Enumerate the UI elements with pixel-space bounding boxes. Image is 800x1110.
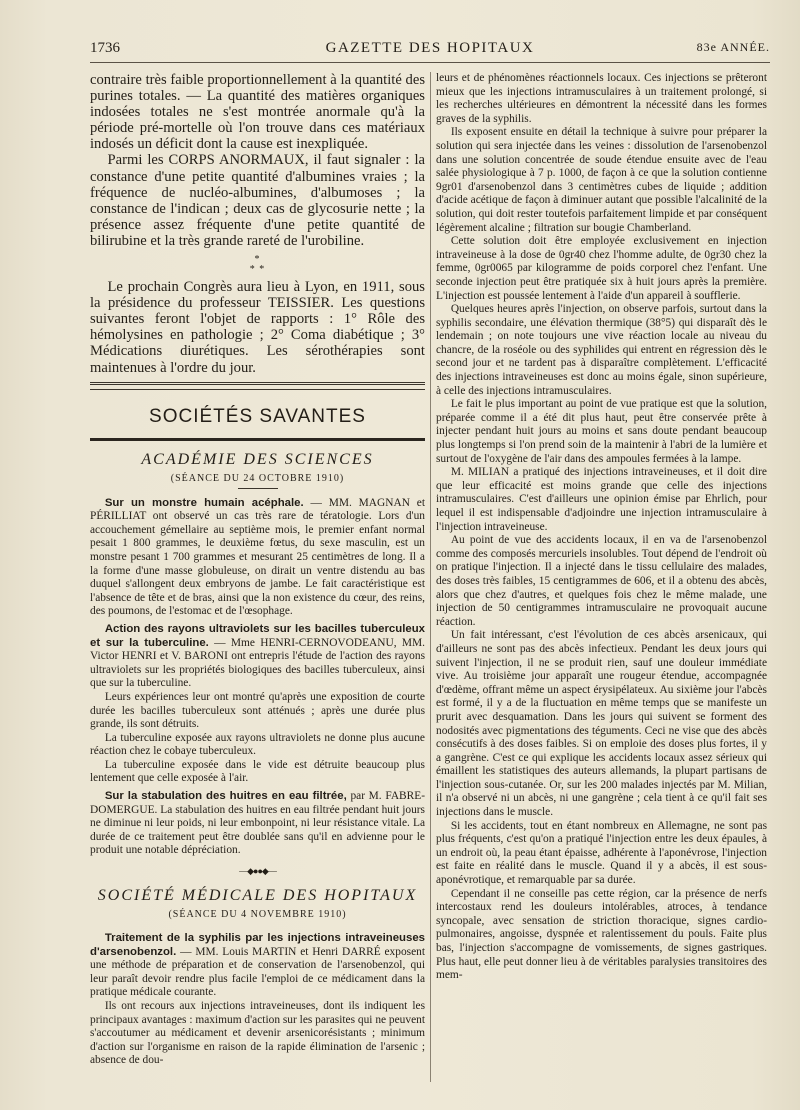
paragraph: Cette solution doit être employée exclusivement en injection intraveineuse à la dose de 0gr40 chez l'homme adulte, de 0gr30 chez la femme, 0gr0065 par kilogramme de poids corporel chez l'enfant. Une seconde injection peut être pratiquée six à huit jours après la première. L'injection est poussée lentement à l'aide d'un appareil à soufflerie.	[436, 235, 767, 302]
paragraph: Au point de vue des accidents locaux, il en va de l'arsenobenzol comme des composés mercuriels insolubles. Tout dépend de l'endroit où on pratique l'injection. Il a injecté dans le tissu cellulaire des malades, des doses très faibles, 15 centigrammes de 606, et il a obtenu des abcès, alors que chez d'autres, et quelques fois chez le même malade, une injection de 50 centigrammes intramusculaire ne provoquait aucune réaction.	[436, 534, 767, 628]
running-header	[90, 38, 770, 63]
journal-title: GAZETTE DES HOPITAUX	[325, 40, 535, 56]
asterism: * * *	[249, 254, 266, 276]
divider	[90, 389, 425, 390]
divider	[90, 438, 425, 441]
session-date: (SÉANCE DU 4 NOVEMBRE 1910)	[168, 909, 347, 921]
ornament-divider: —◆●●◆—	[239, 866, 276, 877]
paragraph: La tuberculine exposée dans le vide est détruite beaucoup plus lentement que celle exposée à l'air.	[90, 758, 425, 785]
paragraph: M. MILIAN a pratiqué des injections intraveineuses, et il doit dire que leur efficacité est moins grande que celle des injections intramusculaires. C'est d'ailleurs une opinion émise par Ehrlich, pour lequel il est indispensable d'adjoindre une injection intramusculaire à l'injection intraveineuse.	[436, 466, 767, 533]
session-date: (SÉANCE DU 24 OCTOBRE 1910)	[170, 472, 345, 484]
article-lead: Traitement de la syphilis par les injections intraveineuses d'arsenobenzol.	[90, 932, 425, 958]
divider	[238, 488, 278, 489]
society-title: ACADÉMIE DES SCIENCES	[141, 450, 374, 468]
paragraph: Leurs expériences leur ont montré qu'après une exposition de courte durée les bacilles tuberculeux sont atténués ; après une durée plus grande, ils sont détruits.	[90, 690, 425, 731]
paragraph: Traitement de la syphilis par les injections intraveineuses d'arsenobenzol. — MM. Louis MARTIN et Henri DARRÉ exposent une méthode de préparation et de conservation de l'arsenobenzol, qui leur paraît devoir rendre plus facile l'emploi de ce médicament dans la pratique médicale courante.	[90, 932, 425, 999]
paragraph: contraire très faible proportionnellement à la quantité des purines totales. — La quantité des matières organiques indosées totales ne s'est montrée anormale qu'à la période pré-mortelle où l'on trouve dans ces matériaux indosés un déficit dont la cause est inexpliquée.	[90, 72, 425, 153]
paragraph: Ils ont recours aux injections intraveineuses, dont ils indiquent les principaux avantages : maximum d'action sur les parasites qui ne peuvent s'accoutumer au médicament et devenir arsenicorésistants ; minimum d'action sur l'organisme en raison de la rapide élimination de l'arsenic ; absence de dou-	[90, 1000, 425, 1067]
page-number: 1736	[90, 40, 120, 56]
paragraph: Sur la stabulation des huitres en eau filtrée, par M. FABRE-DOMERGUE. La stabulation des huitres en eau filtrée pendant huit jours ne diminue ni leur poids, ni leur embonpoint, ni leur résistance vitale. La durée de ce traitement peut être doublée sans qu'il en advienne pour le produit une notable dépréciation.	[90, 790, 425, 857]
article-lead: Sur un monstre humain acéphale.	[104, 496, 304, 509]
paragraph: Sur un monstre humain acéphale. — MM. MAGNAN et PÉRILLIAT ont observé un cas très rare de tératologie. Lors d'un accouchement gémellaire au septième mois, le premier enfant normal pesait 1 800 grammes, le deuxième fœtus, du sexe masculin, est un monstre pesant 1 700 grammes et mesurant 25 centimètres de long. Il a la forme d'une masse globuleuse, on dirait un ventre distendu au bas duquel s'allongent deux embryons de jambe. Le fait caractéristique est l'absence de tête et de bras, ainsi que la non existence du cœur, des reins, des poumons, de l'estomac et de l'œsophage.	[90, 496, 425, 618]
paragraph: Le fait le plus important au point de vue pratique est que la solution, préparée comme il a été dit plus haut, peut être conservée prête à injecter pendant huit jours au moins et sans doute pendant beaucoup plus longtemps si l'on prend soin de la maintenir à l'abri de la lumière et surtout de l'oxygène de l'air dans des ampoules fermées à la lampe.	[436, 398, 767, 465]
paragraph: Si les accidents, tout en étant nombreux en Allemagne, ne sont pas plus fréquents, c'est qu'on a pratiqué l'injection entre les deux épaules, à un endroit où, la peau étant épaisse, adhérente à l'aponévrose, l'injection est faite en réalité dans le muscle. Quand il y a abcès, il est sous-aponévrotique, et remarquable par sa durée.	[436, 819, 767, 887]
paragraph: La tuberculine exposée aux rayons ultraviolets ne donne plus aucune réaction chez le cobaye tuberculeux.	[90, 731, 425, 758]
society-title: SOCIÉTÉ MÉDICALE DES HOPITAUX	[97, 887, 418, 905]
section-heading: SOCIÉTÉS SAVANTES	[149, 405, 366, 427]
paragraph: Cependant il ne conseille pas cette région, car la présence de nerfs intercostaux rend les douleurs intolérables, atroces, à tendance syncopale, avec sensation de striction thoracique, signes cardio-pulmonaires, angoisse, dyspnée et ralentissement du pouls. Faite plus bas, l'injection s'accompagne de vomissements, de signes gastriques. Plus haut, elle peut donner lieu à de véritables paralysies transitoires des mem-	[436, 887, 767, 982]
paragraph: Parmi les CORPS ANORMAUX, il faut signaler : la constance d'une petite quantité d'albumines vraies ; la fréquence de nucléo-albumines, d'albumoses ; la constance de l'indican ; deux cas de glycosurie nette ; la présence assez fréquente d'une petite quantité de bilirubine et la très grande rareté de l'urobiline.	[90, 152, 425, 249]
paragraph: Ils exposent ensuite en détail la technique à suivre pour préparer la solution qui sera injectée dans les veines : dissolution de l'arsenobenzol dans une solution concentrée de soude étendue ensuite avec de l'eau salée physiologique à 7 p. 1000, de façon à ce que la solution contienne 9gr01 d'arsenobenzol dans 3 centimètres cubes de liquide ; addition d'acide acétique de façon à diminuer autant que possible l'alcalinité de la solution, qui doit rester toutefois parfaitement limpide et par conséquent légèrement alcaline ; filtration sur bougie Chamberland.	[436, 126, 767, 234]
paragraph: Quelques heures après l'injection, on observe parfois, surtout dans la syphilis secondaire, une élévation thermique (38°5) qui disparaît dès le lendemain ; on note toujours une vive réaction locale au niveau du chancre, de la roséole ou des syphilides qui entrent en régression dès le second jour et ne tardent pas à disparaître complètement. L'efficacité des injections intraveineuses est donc au moins égale, sinon supérieure, à celle des injections intramusculaires.	[436, 303, 767, 397]
paragraph: leurs et de phénomènes réactionnels locaux. Ces injections se prêteront mieux que les injections intramusculaires à un traitement prolongé, si les recherches ultérieures en démontrent la nécessité dans les formes graves de la syphilis.	[436, 72, 767, 125]
left-column	[90, 72, 425, 1110]
year-label: 83e ANNÉE.	[696, 40, 770, 54]
article-lead: Action des rayons ultraviolets sur les bacilles tuberculeux et sur la tuberculine.	[90, 622, 425, 649]
divider	[90, 382, 425, 385]
paragraph: Un fait intéressant, c'est l'évolution de ces abcès arsenicaux, qui d'ailleurs ne sont pas des abcès infectieux. Pendant les deux jours qui suivent l'injection, il ne se produit rien, sauf une douleur immédiate vive. Au troisième jour apparaît une rougeur étendue, accompagnée d'œdème, offrant même un aspect érysipélateux. Au sixième jour l'abcès est formé, il y a de la fluctuation en même temps que se manifeste un prurit avec desquamation. Dans les jours qui suivent se forment des nodosités avec pigmentations des téguments. Ceci ne vise que des abcès consécutifs à des doses faibles. Si on emploie des doses plus fortes, il y a gangrène. C'est ce qui explique les accidents locaux assez sérieux qui émaillent les statistiques des auteurs allemands, la plupart partisans de l'injection sous-cutanée. Or, sur les 200 malades injectés par M. Milian, il n'a observé ni un abcès, ni une gangrène ; cela tient à ce qu'il fait ses injections dans le muscle.	[436, 629, 767, 819]
article-lead: Sur la stabulation des huitres en eau filtrée,	[104, 790, 347, 803]
column-separator	[430, 72, 431, 1082]
right-column	[436, 72, 767, 1110]
paragraph: Le prochain Congrès aura lieu à Lyon, en 1911, sous la présidence du professeur TEISSIER. Les questions suivantes feront l'objet de rapports : 1° Rôle des hémolysines en pathologie ; 2° Coma diabétique ; 3° Médications diurétiques. Les sérothérapies sont maintenues à l'ordre du jour.	[90, 279, 425, 376]
paragraph: Action des rayons ultraviolets sur les bacilles tuberculeux et sur la tuberculine. — Mme HENRI-CERNOVODEANU, MM. Victor HENRI et V. BARONI ont entrepris l'étude de l'action des rayons ultraviolets sur les propriétés biologiques des bacilles tuberculeux, ainsi que sur la tuberculine.	[90, 622, 426, 690]
